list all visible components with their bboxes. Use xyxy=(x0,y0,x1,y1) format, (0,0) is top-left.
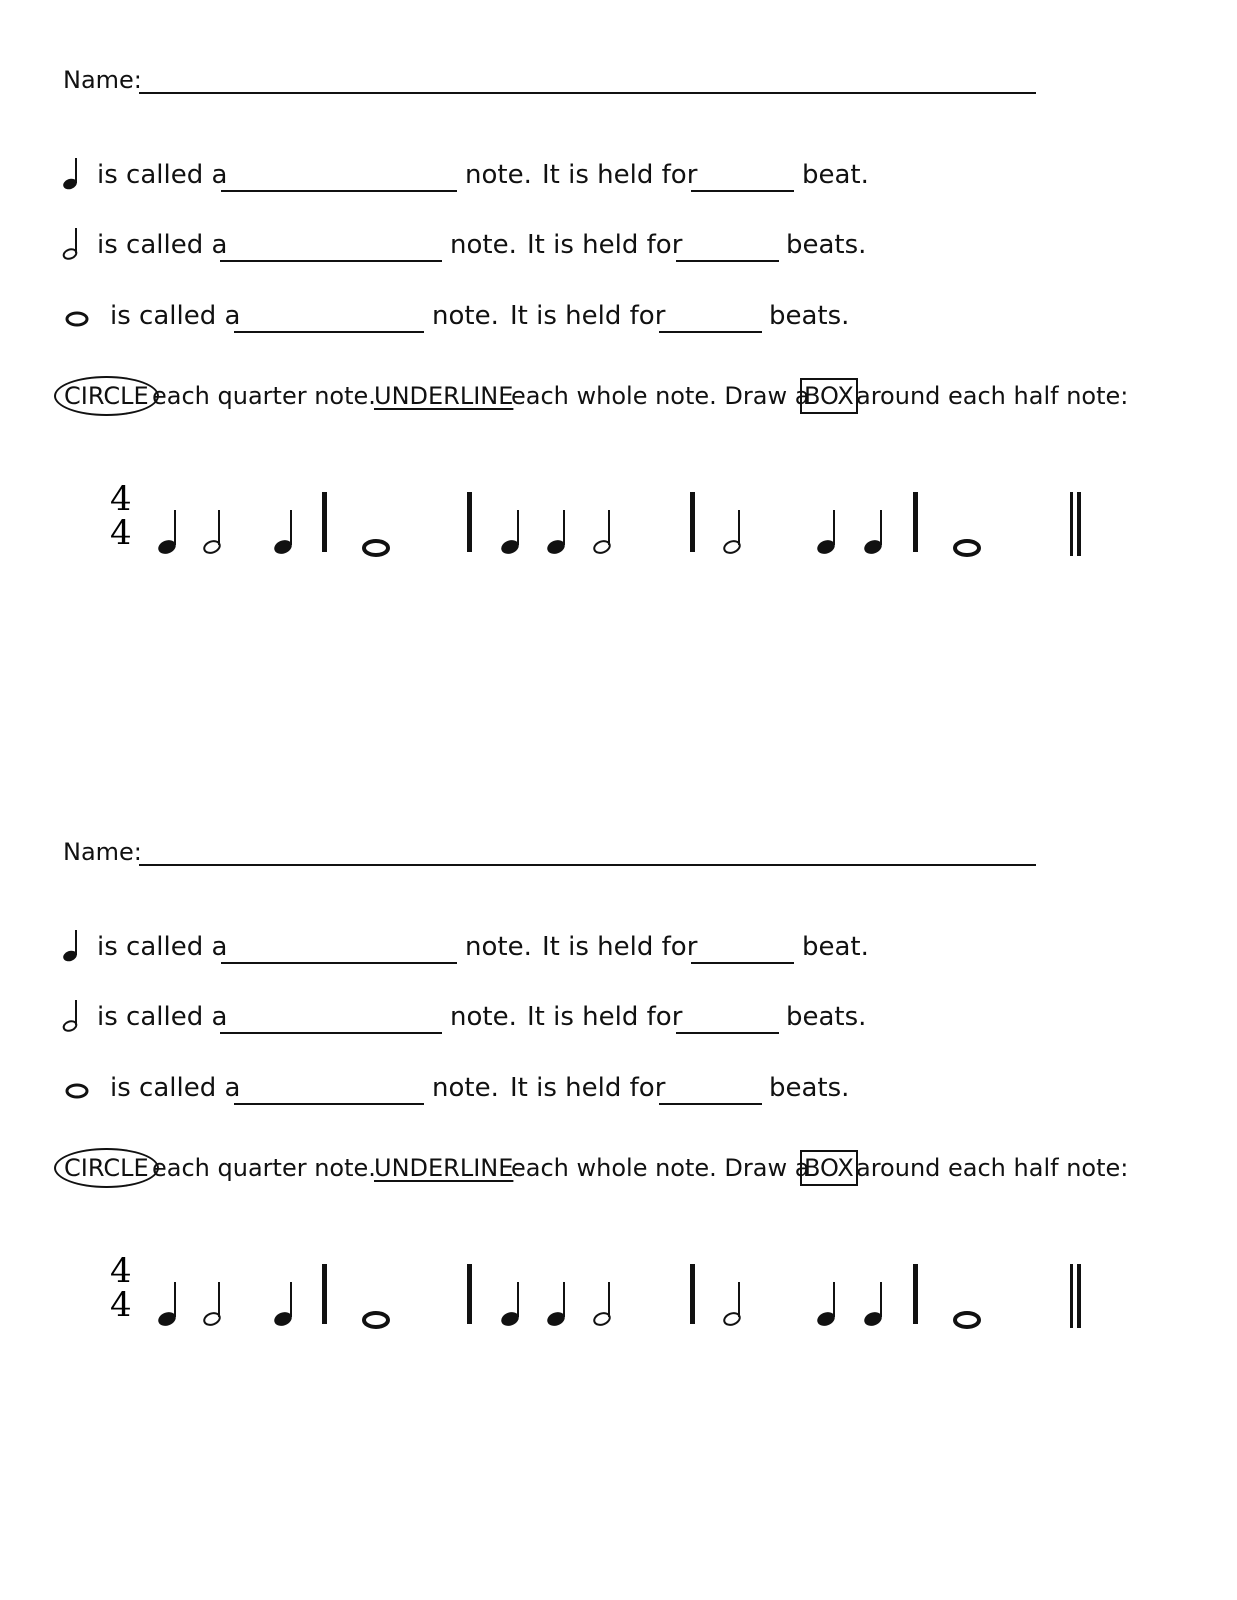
note-name-blank[interactable] xyxy=(220,260,442,262)
whole-note xyxy=(364,1313,388,1327)
whole-note xyxy=(955,1313,979,1327)
name-label: Name: xyxy=(63,838,142,866)
time-signature-top: 4 xyxy=(110,1251,132,1291)
beats-blank[interactable] xyxy=(676,260,779,262)
instruction-text-1: each quarter note. xyxy=(152,382,376,410)
quarter-note xyxy=(862,510,883,556)
note-name-blank[interactable] xyxy=(220,1032,442,1034)
half-note xyxy=(203,1282,222,1327)
beat-unit-text: beats. xyxy=(769,301,850,331)
note-text: note. xyxy=(465,160,532,190)
whole-note xyxy=(364,541,388,555)
barline xyxy=(913,492,918,552)
half-note xyxy=(593,510,612,555)
note-text: note. xyxy=(450,1002,517,1032)
quarter-note-icon xyxy=(60,156,84,192)
half-note xyxy=(593,1282,612,1327)
half-note xyxy=(203,510,222,555)
half-note xyxy=(723,510,742,555)
final-barline xyxy=(1070,492,1081,556)
time-signature-bottom: 4 xyxy=(110,1285,132,1325)
question-whole-note xyxy=(60,1073,960,1113)
note-text: note. xyxy=(450,230,517,260)
instruction-text-3: around each half note: xyxy=(856,1154,1129,1182)
note-text: note. xyxy=(465,932,532,962)
beats-blank[interactable] xyxy=(676,1032,779,1034)
worksheet-1 xyxy=(0,0,1237,760)
beats-blank[interactable] xyxy=(659,1103,762,1105)
underline-word: UNDERLINE xyxy=(374,1154,514,1182)
held-for-text: It is held for xyxy=(527,230,683,260)
barline xyxy=(690,492,695,552)
barline xyxy=(913,1264,918,1324)
quarter-note xyxy=(545,1282,566,1328)
final-barline xyxy=(1070,1264,1081,1328)
note-name-blank[interactable] xyxy=(234,331,424,333)
is-called-text: is called a xyxy=(97,230,228,260)
is-called-text: is called a xyxy=(97,160,228,190)
rhythm-svg xyxy=(100,1250,1100,1340)
note-name-blank[interactable] xyxy=(221,962,457,964)
beat-unit-text: beat. xyxy=(802,932,869,962)
circle-word: CIRCLE xyxy=(54,1148,159,1188)
quarter-note xyxy=(815,1282,836,1328)
beats-blank[interactable] xyxy=(659,331,762,333)
rhythm-line xyxy=(100,478,1100,568)
rhythm-svg xyxy=(100,478,1100,568)
held-for-text: It is held for xyxy=(542,932,698,962)
name-label: Name: xyxy=(63,66,142,94)
question-whole-note xyxy=(60,301,960,341)
whole-note xyxy=(955,541,979,555)
instruction-text-3: around each half note: xyxy=(856,382,1129,410)
barline xyxy=(690,1264,695,1324)
beats-blank[interactable] xyxy=(691,190,794,192)
is-called-text: is called a xyxy=(97,932,228,962)
question-quarter-note xyxy=(60,160,960,200)
is-called-text: is called a xyxy=(97,1002,228,1032)
quarter-note xyxy=(499,1282,520,1328)
quarter-note xyxy=(156,1282,177,1328)
quarter-note xyxy=(815,510,836,556)
question-half-note xyxy=(60,1002,960,1042)
time-signature-top: 4 xyxy=(110,479,132,519)
half-note xyxy=(723,1282,742,1327)
beat-unit-text: beats. xyxy=(786,1002,867,1032)
note-name-blank[interactable] xyxy=(234,1103,424,1105)
quarter-note xyxy=(499,510,520,556)
quarter-note xyxy=(156,510,177,556)
time-signature-bottom: 4 xyxy=(110,513,132,553)
name-field[interactable] xyxy=(139,92,1036,94)
circle-word: CIRCLE xyxy=(54,376,159,416)
beat-unit-text: beat. xyxy=(802,160,869,190)
worksheet-2 xyxy=(0,772,1237,1532)
instruction-text-1: each quarter note. xyxy=(152,1154,376,1182)
question-half-note xyxy=(60,230,960,270)
held-for-text: It is held for xyxy=(527,1002,683,1032)
quarter-note xyxy=(862,1282,883,1328)
beat-unit-text: beats. xyxy=(786,230,867,260)
box-word: BOX xyxy=(800,378,858,414)
instruction-text-2: each whole note. Draw a xyxy=(511,382,810,410)
held-for-text: It is held for xyxy=(510,1073,666,1103)
beats-blank[interactable] xyxy=(691,962,794,964)
is-called-text: is called a xyxy=(110,1073,241,1103)
note-text: note. xyxy=(432,301,499,331)
quarter-note xyxy=(272,510,293,556)
barline xyxy=(467,492,472,552)
whole-note-icon xyxy=(64,309,90,329)
is-called-text: is called a xyxy=(110,301,241,331)
barline xyxy=(322,1264,327,1324)
held-for-text: It is held for xyxy=(510,301,666,331)
quarter-note xyxy=(545,510,566,556)
name-field[interactable] xyxy=(139,864,1036,866)
half-note-icon xyxy=(60,226,84,262)
held-for-text: It is held for xyxy=(542,160,698,190)
box-word: BOX xyxy=(800,1150,858,1186)
beat-unit-text: beats. xyxy=(769,1073,850,1103)
note-name-blank[interactable] xyxy=(221,190,457,192)
question-quarter-note xyxy=(60,932,960,972)
rhythm-line xyxy=(100,1250,1100,1340)
barline xyxy=(322,492,327,552)
instruction-text-2: each whole note. Draw a xyxy=(511,1154,810,1182)
half-note-icon xyxy=(60,998,84,1034)
barline xyxy=(467,1264,472,1324)
quarter-note xyxy=(272,1282,293,1328)
quarter-note-icon xyxy=(60,928,84,964)
whole-note-icon xyxy=(64,1081,90,1101)
underline-word: UNDERLINE xyxy=(374,382,514,410)
note-text: note. xyxy=(432,1073,499,1103)
